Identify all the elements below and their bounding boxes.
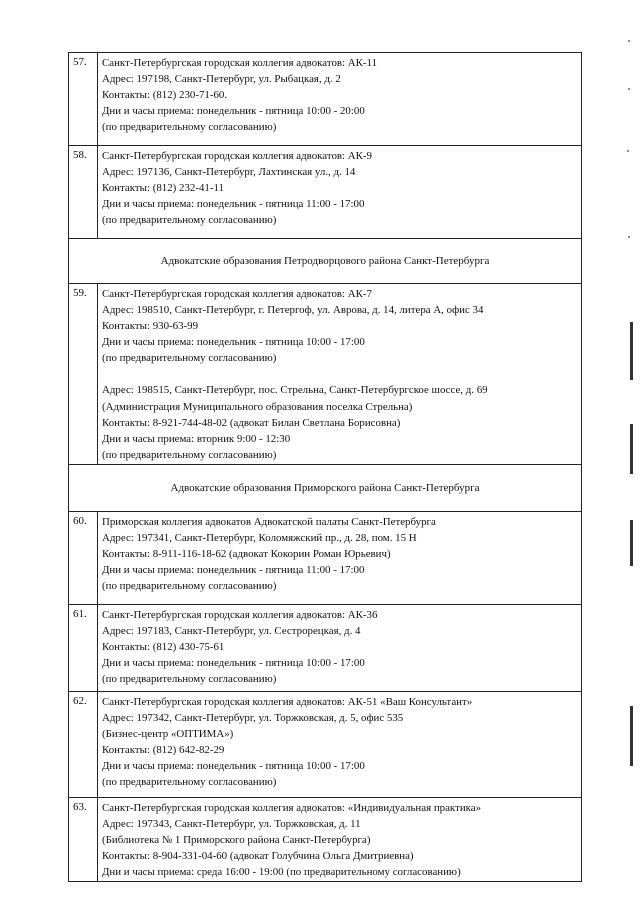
text-line: Дни и часы приема: среда 16:00 - 19:00 (по предварительному согласованию) bbox=[102, 866, 461, 879]
table-row bbox=[69, 605, 581, 692]
text-line: Контакты: 930-63-99 bbox=[102, 320, 199, 333]
text-line: (по предварительному согласованию) bbox=[102, 448, 277, 461]
text-line: Адрес: 197341, Санкт-Петербург, Коломяжский пр., д. 28, пом. 15 Н bbox=[102, 532, 417, 545]
text-line: Санкт-Петербургская городская коллегия адвокатов: АК-9 bbox=[102, 150, 372, 162]
row-content bbox=[98, 53, 581, 145]
row-number: 62. bbox=[69, 692, 98, 797]
text-line: (по предварительному согласованию) bbox=[102, 214, 277, 227]
section-title: Адвокатские образования Петродворцового района Санкт-Петербурга bbox=[160, 255, 490, 267]
row-content bbox=[98, 512, 581, 604]
text-line: Контакты: 8-921-744-48-02 (адвокат Билан Светлана Борисовна) bbox=[102, 416, 401, 429]
table-row bbox=[69, 692, 581, 798]
row-number: 60. bbox=[69, 512, 98, 604]
table-row bbox=[69, 798, 581, 882]
table-row bbox=[69, 146, 581, 239]
row-number: 63. bbox=[69, 798, 98, 881]
text-line: Дни и часы приема: понедельник - пятница 10:00 - 20:00 bbox=[102, 105, 365, 118]
text-line: Дни и часы приема: понедельник - пятница 10:00 - 17:00 bbox=[102, 657, 365, 670]
scan-mark bbox=[630, 520, 633, 566]
row-number: 59. bbox=[69, 284, 98, 464]
scan-speck bbox=[627, 150, 629, 152]
text-line: Контакты: (812) 430-75-61 bbox=[102, 641, 225, 654]
text-line: Контакты: 8-904-331-04-60 (адвокат Голубчина Ольга Дмитриевна) bbox=[102, 850, 414, 863]
text-line: (Бизнес-центр «ОПТИМА») bbox=[102, 728, 234, 741]
text-line: Адрес: 197136, Санкт-Петербург, Лахтинская ул., д. 14 bbox=[102, 166, 356, 179]
text-line: Санкт-Петербургская городская коллегия адвокатов: АК-7 bbox=[102, 288, 372, 300]
text-line: Дни и часы приема: понедельник - пятница 11:00 - 17:00 bbox=[102, 198, 365, 211]
row-content bbox=[98, 146, 581, 238]
text-line: Контакты: (812) 642-82-29 bbox=[102, 744, 225, 757]
scan-speck bbox=[628, 236, 630, 238]
text-line: (по предварительному согласованию) bbox=[102, 352, 277, 365]
text-line: Санкт-Петербургская городская коллегия адвокатов: АК-36 bbox=[102, 609, 378, 621]
scan-speck bbox=[628, 88, 630, 90]
text-line: Адрес: 197183, Санкт-Петербург, ул. Сестрорецкая, д. 4 bbox=[102, 625, 361, 638]
scan-mark bbox=[630, 322, 633, 380]
row-content bbox=[98, 798, 581, 881]
text-line: (по предварительному согласованию) bbox=[102, 121, 277, 134]
text-line: Адрес: 197343, Санкт-Петербург, ул. Торжковская, д. 11 bbox=[102, 818, 361, 831]
section-heading bbox=[69, 239, 581, 284]
text-line: Контакты: (812) 232-41-11 bbox=[102, 182, 224, 195]
text-line: Дни и часы приема: вторник 9:00 - 12:30 bbox=[102, 432, 291, 445]
text-line: Санкт-Петербургская городская коллегия адвокатов: АК-51 «Ваш Консультант» bbox=[102, 696, 473, 708]
row-content bbox=[98, 692, 581, 797]
text-line: Адрес: 198515, Санкт-Петербург, пос. Стрельна, Санкт-Петербургское шоссе, д. 69 bbox=[102, 384, 488, 397]
lawyers-table bbox=[68, 52, 582, 882]
table-row bbox=[69, 284, 581, 465]
text-line: Контакты: (812) 230-71-60. bbox=[102, 89, 228, 102]
text-line: Приморская коллегия адвокатов Адвокатской палаты Санкт-Петербурга bbox=[102, 516, 436, 528]
text-line: Санкт-Петербургская городская коллегия адвокатов: АК-11 bbox=[102, 57, 378, 69]
section-heading bbox=[69, 465, 581, 512]
text-line: Дни и часы приема: понедельник - пятница 10:00 - 17:00 bbox=[102, 760, 365, 773]
text-line: (по предварительному согласованию) bbox=[102, 580, 277, 593]
table-row bbox=[69, 512, 581, 605]
row-number: 61. bbox=[69, 605, 98, 691]
text-line: (Библиотека № 1 Приморского района Санкт-Петербурга) bbox=[102, 834, 371, 847]
text-line: Адрес: 197198, Санкт-Петербург, ул. Рыбацкая, д. 2 bbox=[102, 73, 341, 86]
text-line: (Администрация Муниципального образования поселка Стрельна) bbox=[102, 400, 413, 413]
scan-mark bbox=[630, 706, 633, 766]
scan-speck bbox=[628, 40, 630, 42]
text-line: Адрес: 197342, Санкт-Петербург, ул. Торжковская, д. 5, офис 535 bbox=[102, 712, 404, 725]
row-number: 57. bbox=[69, 53, 98, 145]
row-number: 58. bbox=[69, 146, 98, 238]
table-row bbox=[69, 53, 581, 146]
text-line: Дни и часы приема: понедельник - пятница 10:00 - 17:00 bbox=[102, 336, 365, 349]
row-content bbox=[98, 605, 581, 691]
section-title: Адвокатские образования Приморского района Санкт-Петербурга bbox=[170, 482, 480, 494]
text-line: Санкт-Петербургская городская коллегия адвокатов: «Индивидуальная практика» bbox=[102, 802, 482, 814]
row-content bbox=[98, 284, 581, 464]
text-line: (по предварительному согласованию) bbox=[102, 776, 277, 789]
text-line: (по предварительному согласованию) bbox=[102, 673, 277, 686]
scan-mark bbox=[630, 424, 633, 474]
text-line: Контакты: 8-911-116-18-62 (адвокат Кокорин Роман Юрьевич) bbox=[102, 548, 391, 561]
text-line: Адрес: 198510, Санкт-Петербург, г. Петергоф, ул. Аврова, д. 14, литера А, офис 34 bbox=[102, 304, 484, 317]
text-line: Дни и часы приема: понедельник - пятница 11:00 - 17:00 bbox=[102, 564, 365, 577]
